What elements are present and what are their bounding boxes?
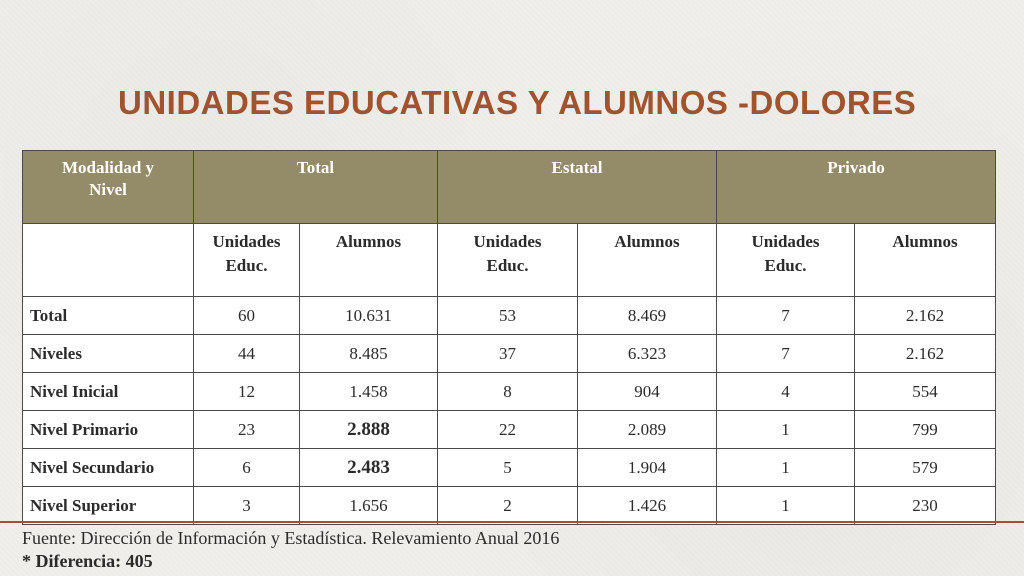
row-label: Total [23, 297, 194, 335]
subheader-line: Unidades [751, 232, 820, 251]
cell-privado-unidades: 1 [717, 449, 855, 487]
cell-estatal-alumnos: 8.469 [578, 297, 717, 335]
cell-privado-alumnos: 230 [855, 487, 996, 525]
cell-estatal-unidades: 37 [438, 335, 578, 373]
source-note: Fuente: Dirección de Información y Estadística. Relevamiento Anual 2016 [22, 528, 560, 548]
cell-estatal-alumnos: 904 [578, 373, 717, 411]
subheader-line: Educ. [225, 256, 268, 275]
cell-estatal-alumnos: 1.426 [578, 487, 717, 525]
cell-privado-unidades: 4 [717, 373, 855, 411]
cell-privado-unidades: 1 [717, 411, 855, 449]
table-subheader-row [23, 224, 996, 297]
table-row-nivel-superior [23, 487, 996, 525]
cell-total-alumnos: 1.656 [300, 487, 438, 525]
cell-estatal-unidades: 8 [438, 373, 578, 411]
table-row-nivel-primario [23, 411, 996, 449]
row-label: Nivel Inicial [23, 373, 194, 411]
cell-privado-alumnos: 2.162 [855, 335, 996, 373]
cell-total-alumnos: 8.485 [300, 335, 438, 373]
cell-privado-unidades: 7 [717, 297, 855, 335]
cell-total-alumnos: 2.483 [300, 449, 438, 487]
data-table [22, 150, 996, 525]
cell-total-unidades: 44 [194, 335, 300, 373]
header-privado: Privado [717, 151, 996, 224]
cell-total-alumnos: 1.458 [300, 373, 438, 411]
cell-estatal-alumnos: 1.904 [578, 449, 717, 487]
cell-privado-alumnos: 554 [855, 373, 996, 411]
cell-total-unidades: 23 [194, 411, 300, 449]
table-row-niveles [23, 335, 996, 373]
cell-estatal-unidades: 53 [438, 297, 578, 335]
subheader-line: Educ. [764, 256, 807, 275]
subheader-privado-unidades [717, 224, 855, 297]
header-modalidad-line2: Nivel [89, 180, 127, 199]
header-modalidad [23, 151, 194, 224]
table-row-total [23, 297, 996, 335]
subheader-estatal-unidades [438, 224, 578, 297]
subheader-total-unidades [194, 224, 300, 297]
cell-privado-alumnos: 799 [855, 411, 996, 449]
row-label: Niveles [23, 335, 194, 373]
subheader-line: Educ. [486, 256, 529, 275]
cell-estatal-alumnos: 2.089 [578, 411, 717, 449]
cell-privado-alumnos: 2.162 [855, 297, 996, 335]
footer-divider [0, 521, 1024, 523]
header-modalidad-line1: Modalidad y [61, 158, 155, 177]
cell-total-unidades: 3 [194, 487, 300, 525]
header-total: Total [194, 151, 438, 224]
subheader-line: Alumnos [614, 232, 680, 251]
page-title: UNIDADES EDUCATIVAS Y ALUMNOS -DOLORES [118, 84, 917, 121]
subheader-total-alumnos [300, 224, 438, 297]
row-label: Nivel Primario [23, 411, 194, 449]
subheader-estatal-alumnos [578, 224, 717, 297]
cell-estatal-alumnos: 6.323 [578, 335, 717, 373]
subheader-line: Alumnos [892, 232, 958, 251]
table-row-nivel-inicial [23, 373, 996, 411]
cell-estatal-unidades: 2 [438, 487, 578, 525]
cell-privado-unidades: 7 [717, 335, 855, 373]
cell-privado-unidades: 1 [717, 487, 855, 525]
cell-total-unidades: 6 [194, 449, 300, 487]
subheader-privado-alumnos [855, 224, 996, 297]
row-label: Nivel Superior [23, 487, 194, 525]
cell-total-alumnos: 10.631 [300, 297, 438, 335]
table-row-nivel-secundario [23, 449, 996, 487]
header-estatal: Estatal [438, 151, 717, 224]
subheader-empty [23, 224, 194, 297]
subheader-line: Unidades [212, 232, 281, 251]
cell-total-unidades: 60 [194, 297, 300, 335]
cell-total-unidades: 12 [194, 373, 300, 411]
subheader-line: Unidades [473, 232, 542, 251]
cell-estatal-unidades: 22 [438, 411, 578, 449]
cell-total-alumnos: 2.888 [300, 411, 438, 449]
difference-note: * Diferencia: 405 [22, 551, 153, 571]
cell-privado-alumnos: 579 [855, 449, 996, 487]
cell-estatal-unidades: 5 [438, 449, 578, 487]
row-label: Nivel Secundario [23, 449, 194, 487]
table-header-row [23, 151, 996, 224]
subheader-line: Alumnos [335, 232, 402, 251]
